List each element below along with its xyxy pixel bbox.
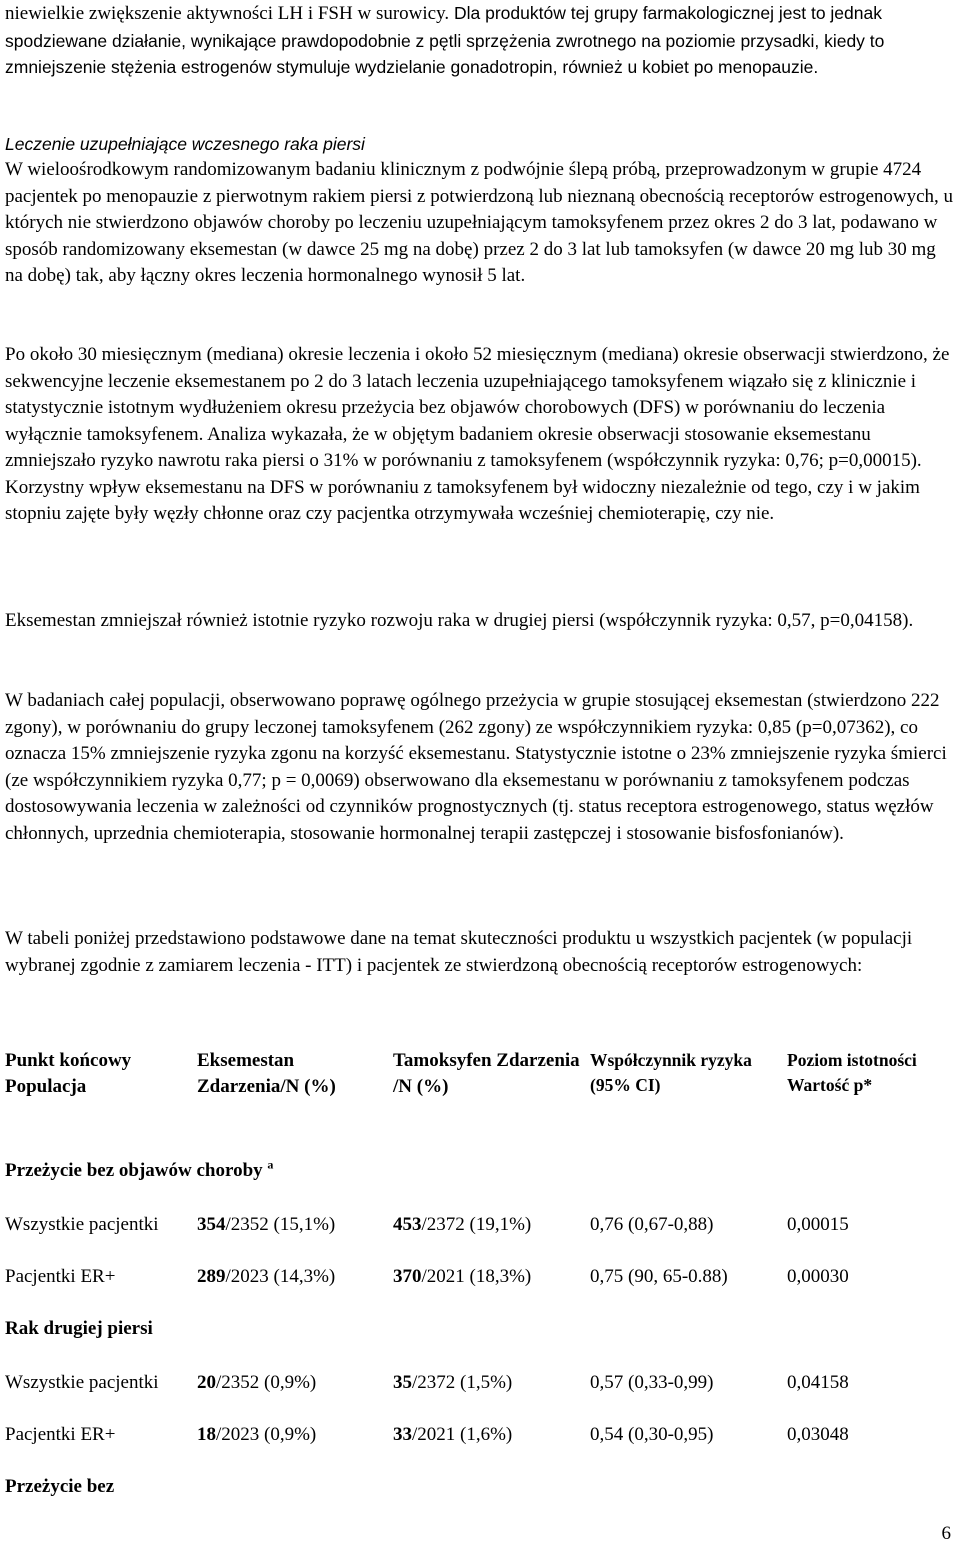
header-p-value: Poziom istotności Wartość p*	[787, 1050, 917, 1095]
header-endpoint: Punkt końcowy Populacja	[5, 1050, 132, 1097]
intro-paragraph	[5, 0, 955, 80]
section-survival: Przeżycie bez	[5, 1476, 115, 1497]
paragraph-overall-survival: W badaniach całej populacji, obserwowano poprawę ogólnego przeżycia w grupie stosującej eksemestan (stwierdzono 222 zgony), w porównaniu do grupy leczonej tamoksyfenem (262 zgony) ze współczynnikiem ryzyka: 0,85 (p=0,07362), co oznacza 15% zmniejszenie ryzyka zgonu na korzyść eksemestanu. Statystycznie istotne o 23% zmniejszenie ryzyka śmierci (ze współczynnikiem ryzyka 0,77; p = 0,0069) obserwowano dla eksemestanu w porównaniu z tamoksyfenem podczas dostosowywania leczenia w zależności od czynników prognostycznych (tj. status receptora estrogenowego, status węzłów chłonnych, uprzednia chemioterapia, stosowanie hormonalnej terapii zastępczej i stosowanie bisfosfonianów).	[5, 690, 947, 844]
footnote-marker: a	[267, 1157, 274, 1172]
table-section-row	[5, 1316, 955, 1370]
section-contralateral: Rak drugiej piersi	[5, 1318, 153, 1339]
header-exemestane: Eksemestan Zdarzenia/N (%)	[197, 1050, 336, 1097]
section-heading: Leczenie uzupełniające wczesnego raka piersi	[5, 134, 365, 154]
intro-lead: niewielkie zwiększenie aktywności LH i FSH w surowicy.	[5, 3, 450, 24]
paragraph-contralateral: Eksemestan zmniejszał również istotnie ryzyko rozwoju raka w drugiej piersi (współczynnik ryzyka: 0,57, p=0,04158).	[5, 610, 914, 631]
page-number: 6	[941, 1523, 951, 1544]
paragraph-study-design: W wieloośrodkowym randomizowanym badaniu klinicznym z podwójnie ślepą próbą, przeprowadzonym w grupie 4724 pacjentek po menopauzie z pierwotnym rakiem piersi z potwierdzoną lub nieznaną obecnością receptorów estrogenowych, u których nie stwierdzono objawów choroby po leczeniu uzupełniającym tamoksyfenem przez okres 2 do 3 lat, podawano w sposób randomizowany eksemestan (w dawce 25 mg na dobę) przez 2 do 3 lat lub tamoksyfen (w dawce 20 mg lub 30 mg na dobę) tak, aby łączny okres leczenia hormonalnego wynosił 5 lat.	[5, 159, 954, 286]
efficacy-table	[5, 1048, 955, 1528]
header-hazard-ratio: Współczynnik ryzyka (95% CI)	[590, 1050, 752, 1095]
table-section-row	[5, 1158, 955, 1212]
table-row: Wszystkie pacjentki 20/2352 (0,9%) 35/2372 (1,5%) 0,57 (0,33-0,99) 0,04158	[5, 1372, 849, 1393]
intro-rest: Dla produktów tej grupy farmakologicznej jest to jednak spodziewane działanie, wynikające prawdopodobnie z pętli sprzężenia zwrotnego na poziomie przysadki, kiedy to zmniejszenie stężenia estrogenów stymuluje wydzielanie gonadotropin, również u kobiet po menopauzie.	[5, 3, 885, 77]
header-tamoxifen: Tamoksyfen Zdarzenia /N (%)	[393, 1050, 580, 1097]
section-dfs: Przeżycie bez objawów choroby $^a$	[5, 1157, 274, 1181]
paragraph-dfs-results: Po około 30 miesięcznym (mediana) okresie leczenia i około 52 miesięcznym (mediana) okresie obserwacji stwierdzono, że sekwencyjne leczenie eksemestanem po 2 do 3 latach leczenia uzupełniającego tamoksyfenem wiązało się z klinicznie i statystycznie istotnym wydłużeniem okresu przeżycia bez objawów chorobowych (DFS) w porównaniu do leczenia wyłącznie tamoksyfenem. Analiza wykazała, że w objętym badaniem okresie obserwacji stosowanie eksemestanu zmniejszało ryzyko nawrotu raka piersi o 31% w porównaniu z tamoksyfenem (współczynnik ryzyka: 0,76; p=0,00015). Korzystny wpływ eksemestanu na DFS w porównaniu z tamoksyfenem był widoczny niezależnie od tego, czy i w jakim stopniu zajęte były węzły chłonne oraz czy pacjentka otrzymywała wcześniej chemioterapię, czy nie.	[5, 344, 950, 524]
table-row: Wszystkie pacjentki 354/2352 (15,1%) 453/2372 (19,1%) 0,76 (0,67-0,88) 0,00015	[5, 1214, 849, 1235]
paragraph-table-intro: W tabeli poniżej przedstawiono podstawowe dane na temat skuteczności produktu u wszystkich pacjentek (w populacji wybranej zgodnie z zamiarem leczenia - ITT) i pacjentek ze stwierdzoną obecnością receptorów estrogenowych:	[5, 928, 913, 976]
table-section-row	[5, 1474, 955, 1528]
table-row: Pacjentki ER+ 18/2023 (0,9%) 33/2021 (1,6%) 0,54 (0,30-0,95) 0,03048	[5, 1424, 849, 1445]
table-header-row	[5, 1048, 955, 1158]
table-row: Pacjentki ER+ 289/2023 (14,3%) 370/2021 (18,3%) 0,75 (90, 65-0.88) 0,00030	[5, 1266, 849, 1287]
